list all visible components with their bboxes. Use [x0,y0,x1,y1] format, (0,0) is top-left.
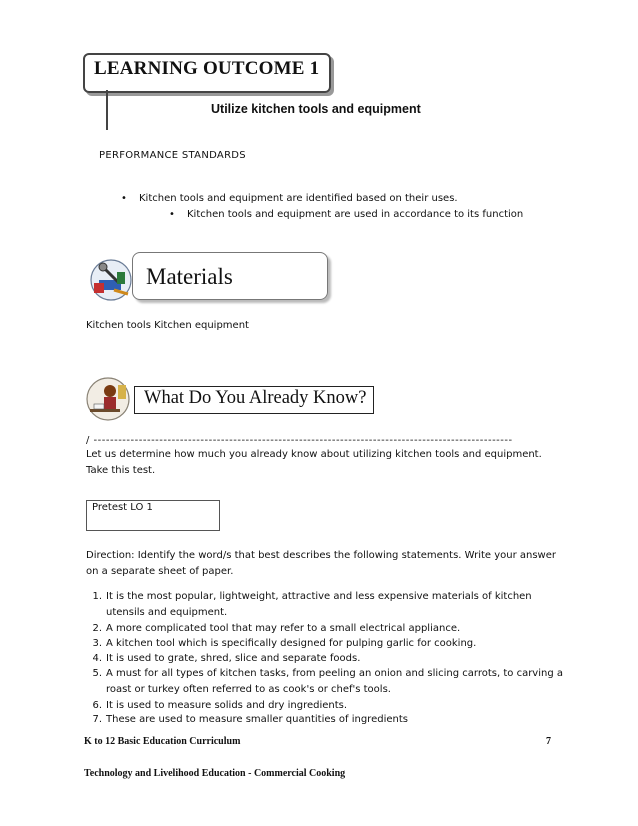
performance-standards-heading: PERFORMANCE STANDARDS [99,150,246,161]
bullet-dot-icon: • [121,193,127,204]
question-number: 5. [92,668,102,679]
what-do-you-know-title: What Do You Already Know? [144,388,367,408]
question-number: 6. [92,700,102,711]
question-text: A must for all types of kitchen tasks, from peeling an onion and slicing carrots, to carving a [106,668,563,679]
materials-title: Materials [146,264,233,289]
performance-bullet-text: Kitchen tools and equipment are identified based on their uses. [139,193,458,204]
question-text: A more complicated tool that may refer to a small electrical appliance. [106,623,461,634]
question-number: 2. [92,623,102,634]
pretest-label: Pretest LO 1 [92,502,153,513]
student-reading-clipart-icon [84,371,140,427]
footer-curriculum: K to 12 Basic Education Curriculum [84,736,241,747]
bullet-dot-icon: • [169,209,175,220]
intro-line-1: Let us determine how much you already know about utilizing kitchen tools and equipment. [86,449,542,460]
direction-line-2: on a separate sheet of paper. [86,566,234,577]
learning-outcome-title: LEARNING OUTCOME 1 [94,58,320,79]
performance-bullet-text: Kitchen tools and equipment are used in accordance to its function [187,209,524,220]
learning-outcome-subtitle: Utilize kitchen tools and equipment [211,102,421,116]
question-text-continued: utensils and equipment. [106,607,228,618]
performance-bullet-1 [121,193,458,204]
direction-line-1: Direction: Identify the word/s that best describes the following statements. Write your answer [86,550,556,561]
question-text: A kitchen tool which is specifically designed for pulping garlic for cooking. [106,638,477,649]
question-text: It is the most popular, lightweight, attractive and less expensive materials of kitchen [106,591,532,602]
question-text: It is used to grate, shred, slice and separate foods. [106,653,361,664]
question-number: 3. [92,638,102,649]
question-number: 4. [92,653,102,664]
materials-list: Kitchen tools Kitchen equipment [86,320,249,331]
question-text: It is used to measure solids and dry ingredients. [106,700,348,711]
performance-bullet-2 [169,209,524,220]
question-number: 7. [92,714,102,725]
footer-subject: Technology and Livelihood Education - Commercial Cooking [84,768,346,779]
question-number: 1. [92,591,102,602]
question-text: These are used to measure smaller quantities of ingredients [106,714,408,725]
question-text-continued: roast or turkey often referred to as cook's or chef's tools. [106,684,391,695]
dashed-divider: / ------------------------------------------------------------------------------------------------------ [86,435,513,446]
intro-line-2: Take this test. [86,465,156,476]
header-connector-line [106,90,108,130]
tools-clipart-icon [84,250,140,306]
page-number: 7 [546,736,551,747]
